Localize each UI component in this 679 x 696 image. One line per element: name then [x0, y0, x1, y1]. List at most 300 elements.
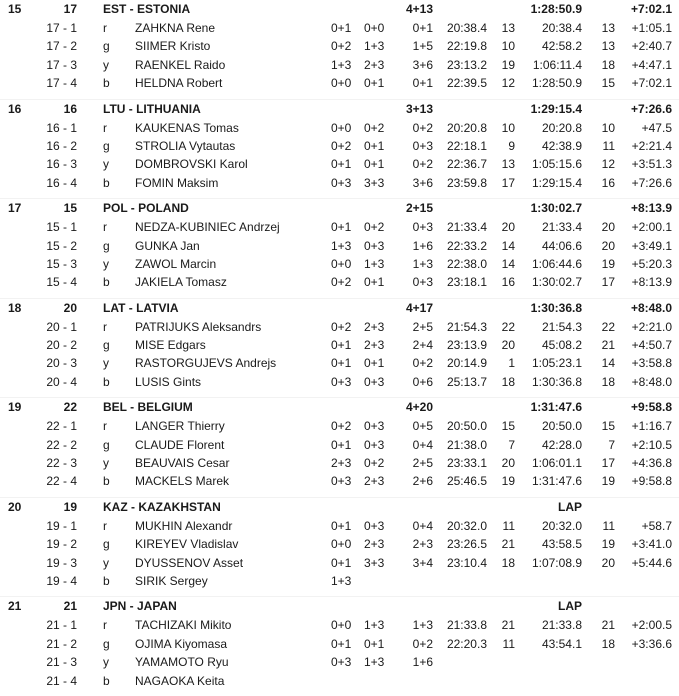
- prone-shooting: 0+1: [331, 518, 352, 533]
- team-block: [0, 198, 679, 292]
- leg-time: 23:59.8: [446, 175, 487, 190]
- leg-number: 15 - 3: [46, 256, 77, 271]
- total-shooting: 0+2: [412, 157, 433, 172]
- leg-color: r: [103, 419, 107, 434]
- athlete-name: ZAWOL Marcin: [135, 256, 217, 271]
- time-behind: +2:21.4: [631, 138, 672, 153]
- athlete-row: [0, 354, 679, 372]
- athlete-name: RASTORGUJEVS Andrejs: [135, 356, 277, 371]
- leg-color: y: [103, 555, 109, 570]
- standing-shooting: 0+1: [364, 157, 385, 172]
- leg-time: 23:10.4: [446, 555, 487, 570]
- leg-time: 22:38.0: [446, 256, 487, 271]
- cumulative-rank: 19: [601, 474, 615, 489]
- time-behind: +3:58.8: [631, 356, 672, 371]
- leg-rank: 20: [501, 338, 515, 353]
- standing-shooting: 0+0: [364, 21, 385, 35]
- cumulative-time: 45:08.2: [541, 338, 582, 353]
- team-penalties: 2+15: [405, 201, 433, 216]
- athlete-row: [0, 336, 679, 354]
- total-shooting: 0+1: [412, 21, 433, 35]
- leg-number: 19 - 1: [46, 518, 77, 533]
- team-time: 1:29:15.4: [530, 101, 582, 116]
- athlete-name: DYUSSENOV Asset: [135, 555, 244, 570]
- time-behind: +2:40.7: [631, 39, 672, 54]
- cumulative-rank: 19: [601, 256, 615, 271]
- athlete-name: MISE Edgars: [135, 338, 206, 353]
- leg-color: b: [103, 673, 110, 688]
- total-shooting: 0+4: [412, 437, 433, 452]
- prone-shooting: 1+3: [331, 238, 352, 253]
- team-rank: 20: [8, 499, 22, 514]
- athlete-name: ZAHKNA Rene: [135, 21, 216, 35]
- leg-color: g: [103, 437, 110, 452]
- leg-rank: 20: [501, 220, 515, 235]
- prone-shooting: 0+0: [331, 537, 352, 552]
- team-nation: JPN - JAPAN: [103, 599, 177, 614]
- leg-color: y: [103, 655, 109, 670]
- leg-rank: 7: [508, 437, 515, 452]
- athlete-name: YAMAMOTO Ryu: [135, 655, 229, 670]
- cumulative-rank: 15: [601, 419, 615, 434]
- standing-shooting: 0+2: [364, 120, 385, 135]
- cumulative-time: 1:07:08.9: [531, 555, 582, 570]
- team-penalties: 4+20: [405, 400, 433, 415]
- cumulative-time: 1:30:02.7: [531, 275, 582, 290]
- total-shooting: 0+3: [412, 275, 433, 290]
- leg-number: 19 - 3: [46, 555, 77, 570]
- athlete-name: OJIMA Kiyomasa: [135, 636, 228, 651]
- leg-rank: 9: [508, 138, 515, 153]
- team-block: [0, 298, 679, 392]
- leg-time: 23:13.2: [446, 57, 487, 72]
- cumulative-time: 20:20.8: [541, 120, 582, 135]
- athlete-name: TACHIZAKI Mikito: [135, 618, 232, 633]
- prone-shooting: 0+1: [331, 21, 352, 35]
- leg-color: y: [103, 57, 109, 72]
- team-bib: 15: [63, 201, 77, 216]
- total-shooting: 0+4: [412, 518, 433, 533]
- time-behind: +2:21.0: [631, 319, 672, 334]
- total-shooting: 3+6: [412, 175, 433, 190]
- team-bib: 20: [63, 300, 77, 315]
- leg-color: g: [103, 39, 110, 54]
- cumulative-rank: 13: [601, 21, 615, 35]
- team-block: [0, 0, 679, 93]
- leg-time: 20:20.8: [446, 120, 487, 135]
- athlete-row: [0, 155, 679, 173]
- leg-time: 22:36.7: [446, 157, 487, 172]
- total-shooting: 3+6: [412, 57, 433, 72]
- athlete-name: KAUKENAS Tomas: [135, 120, 239, 135]
- leg-time: 22:18.1: [446, 138, 487, 153]
- athlete-row: [0, 472, 679, 490]
- standing-shooting: 2+3: [364, 537, 385, 552]
- leg-number: 20 - 3: [46, 356, 77, 371]
- athlete-name: CLAUDE Florent: [135, 437, 225, 452]
- cumulative-time: 20:38.4: [541, 21, 582, 35]
- team-behind: +7:02.1: [630, 2, 672, 16]
- leg-time: 23:26.5: [446, 537, 487, 552]
- cumulative-time: 20:50.0: [541, 419, 582, 434]
- leg-rank: 14: [501, 238, 515, 253]
- leg-rank: 22: [501, 319, 515, 334]
- leg-rank: 18: [501, 555, 515, 570]
- team-bib: 16: [63, 101, 77, 116]
- team-row: [0, 299, 679, 318]
- team-block: [0, 99, 679, 193]
- leg-time: 20:50.0: [446, 419, 487, 434]
- team-nation: LTU - LITHUANIA: [103, 101, 201, 116]
- cumulative-rank: 15: [601, 76, 615, 91]
- leg-rank: 15: [501, 419, 515, 434]
- team-row: [0, 597, 679, 616]
- leg-time: 20:38.4: [446, 21, 487, 35]
- leg-color: b: [103, 374, 110, 389]
- team-penalties: 3+13: [405, 101, 433, 116]
- prone-shooting: 0+2: [331, 419, 352, 434]
- athlete-row: [0, 218, 679, 236]
- standing-shooting: 1+3: [364, 39, 385, 54]
- prone-shooting: 1+3: [331, 573, 352, 588]
- leg-number: 17 - 4: [46, 76, 77, 91]
- total-shooting: 2+4: [412, 338, 433, 353]
- cumulative-time: 1:28:50.9: [531, 76, 582, 91]
- leg-color: r: [103, 120, 107, 135]
- leg-time: 22:19.8: [446, 39, 487, 54]
- cumulative-time: 1:06:11.4: [532, 57, 582, 72]
- total-shooting: 1+6: [412, 655, 433, 670]
- cumulative-rank: 18: [601, 374, 615, 389]
- cumulative-rank: 14: [601, 356, 615, 371]
- team-rank: 21: [8, 599, 22, 614]
- cumulative-rank: 11: [602, 518, 615, 533]
- prone-shooting: 0+2: [331, 275, 352, 290]
- leg-rank: 10: [501, 39, 515, 54]
- cumulative-time: 1:05:15.6: [531, 157, 582, 172]
- total-shooting: 0+2: [412, 636, 433, 651]
- leg-rank: 16: [501, 275, 515, 290]
- leg-time: 22:20.3: [446, 636, 487, 651]
- leg-color: b: [103, 175, 110, 190]
- cumulative-rank: 12: [601, 157, 615, 172]
- athlete-name: STROLIA Vytautas: [135, 138, 236, 153]
- leg-number: 19 - 4: [46, 573, 77, 588]
- athlete-row: [0, 119, 679, 137]
- standing-shooting: 0+3: [364, 518, 385, 533]
- leg-rank: 20: [501, 456, 515, 471]
- cumulative-rank: 11: [602, 138, 615, 153]
- leg-rank: 1: [508, 356, 515, 371]
- cumulative-time: 21:33.8: [541, 618, 582, 633]
- leg-color: r: [103, 21, 107, 35]
- prone-shooting: 0+3: [331, 374, 352, 389]
- standing-shooting: 1+3: [364, 618, 385, 633]
- leg-number: 21 - 4: [46, 673, 77, 688]
- cumulative-rank: 16: [601, 175, 615, 190]
- leg-color: b: [103, 76, 110, 91]
- team-row: [0, 0, 679, 19]
- team-rank: 16: [8, 101, 22, 116]
- leg-number: 22 - 1: [46, 419, 77, 434]
- team-block: [0, 397, 679, 491]
- leg-time: 22:33.2: [446, 238, 487, 253]
- cumulative-time: 1:06:01.1: [531, 456, 582, 471]
- athlete-name: GUNKA Jan: [135, 238, 200, 253]
- athlete-row: [0, 318, 679, 336]
- leg-time: 21:38.0: [446, 437, 487, 452]
- time-behind: +47.5: [641, 120, 672, 135]
- total-shooting: 0+2: [412, 120, 433, 135]
- total-shooting: 0+1: [412, 76, 433, 91]
- leg-number: 20 - 1: [46, 319, 77, 334]
- cumulative-time: 1:31:47.6: [531, 474, 582, 489]
- leg-time: 25:13.7: [446, 374, 487, 389]
- leg-number: 16 - 1: [46, 120, 77, 135]
- athlete-row: [0, 554, 679, 572]
- cumulative-time: 1:06:44.6: [531, 256, 582, 271]
- standing-shooting: 2+3: [364, 338, 385, 353]
- standing-shooting: 3+3: [364, 175, 385, 190]
- cumulative-rank: 18: [601, 636, 615, 651]
- athlete-row: [0, 373, 679, 391]
- cumulative-rank: 10: [601, 120, 615, 135]
- total-shooting: 0+2: [412, 356, 433, 371]
- cumulative-rank: 7: [608, 437, 615, 452]
- team-bib: 19: [63, 499, 77, 514]
- cumulative-rank: 21: [601, 338, 615, 353]
- cumulative-time: 1:29:15.4: [531, 175, 582, 190]
- athlete-name: KIREYEV Vladislav: [135, 537, 239, 552]
- leg-color: g: [103, 338, 110, 353]
- cumulative-rank: 17: [601, 456, 615, 471]
- standing-shooting: 0+1: [364, 76, 385, 91]
- standing-shooting: 0+3: [364, 419, 385, 434]
- total-shooting: 0+3: [412, 220, 433, 235]
- team-nation: EST - ESTONIA: [103, 2, 191, 16]
- prone-shooting: 0+1: [331, 437, 352, 452]
- time-behind: +4:50.7: [631, 338, 672, 353]
- athlete-row: [0, 672, 679, 690]
- team-time: 1:28:50.9: [530, 2, 582, 16]
- total-shooting: 1+5: [412, 39, 433, 54]
- team-bib: 17: [63, 2, 77, 16]
- standing-shooting: 0+3: [364, 238, 385, 253]
- team-behind: +9:58.8: [630, 400, 672, 415]
- prone-shooting: 0+2: [331, 39, 352, 54]
- cumulative-rank: 22: [601, 319, 615, 334]
- athlete-row: [0, 454, 679, 472]
- leg-time: 23:13.9: [446, 338, 487, 353]
- time-behind: +2:00.5: [631, 618, 672, 633]
- leg-color: y: [103, 356, 109, 371]
- time-behind: +5:20.3: [631, 256, 672, 271]
- standing-shooting: 0+1: [364, 356, 385, 371]
- standing-shooting: 0+1: [364, 138, 385, 153]
- leg-rank: 11: [502, 636, 515, 651]
- standing-shooting: 0+3: [364, 374, 385, 389]
- leg-number: 17 - 2: [46, 39, 77, 54]
- team-bib: 22: [63, 400, 77, 415]
- team-behind: +8:13.9: [630, 201, 672, 216]
- leg-time: 20:32.0: [446, 518, 487, 533]
- prone-shooting: 0+3: [331, 175, 352, 190]
- team-time: 1:30:36.8: [530, 300, 582, 315]
- prone-shooting: 0+0: [331, 618, 352, 633]
- prone-shooting: 0+1: [331, 555, 352, 570]
- team-nation: LAT - LATVIA: [103, 300, 179, 315]
- cumulative-rank: 20: [601, 220, 615, 235]
- leg-number: 21 - 3: [46, 655, 77, 670]
- team-rank: 17: [8, 201, 22, 216]
- time-behind: +4:36.8: [631, 456, 672, 471]
- leg-rank: 21: [501, 618, 515, 633]
- standing-shooting: 0+3: [364, 437, 385, 452]
- prone-shooting: 0+0: [331, 120, 352, 135]
- prone-shooting: 1+3: [331, 57, 352, 72]
- prone-shooting: 0+2: [331, 319, 352, 334]
- time-behind: +58.7: [641, 518, 672, 533]
- time-behind: +8:13.9: [631, 275, 672, 290]
- total-shooting: 1+6: [412, 238, 433, 253]
- standing-shooting: 0+2: [364, 220, 385, 235]
- athlete-name: MUKHIN Alexandr: [135, 518, 233, 533]
- prone-shooting: 0+1: [331, 157, 352, 172]
- athlete-row: [0, 56, 679, 74]
- leg-color: g: [103, 636, 110, 651]
- leg-rank: 19: [501, 57, 515, 72]
- prone-shooting: 0+0: [331, 76, 352, 91]
- athlete-name: LANGER Thierry: [135, 419, 225, 434]
- leg-time: 20:14.9: [446, 356, 487, 371]
- cumulative-time: 42:58.2: [541, 39, 582, 54]
- time-behind: +1:16.7: [631, 419, 672, 434]
- leg-number: 15 - 1: [46, 220, 77, 235]
- leg-rank: 19: [501, 474, 515, 489]
- team-nation: POL - POLAND: [103, 201, 189, 216]
- leg-time: 25:46.5: [446, 474, 487, 489]
- cumulative-time: 42:38.9: [541, 138, 582, 153]
- leg-color: b: [103, 474, 110, 489]
- time-behind: +3:49.1: [631, 238, 672, 253]
- athlete-row: [0, 19, 679, 37]
- athlete-row: [0, 255, 679, 273]
- team-nation: KAZ - KAZAKHSTAN: [103, 499, 221, 514]
- athlete-name: NEDZA-KUBINIEC Andrzej: [135, 220, 280, 235]
- team-nation: BEL - BELGIUM: [103, 400, 193, 415]
- leg-number: 22 - 2: [46, 437, 77, 452]
- team-block: [0, 497, 679, 591]
- cumulative-rank: 18: [601, 57, 615, 72]
- time-behind: +7:26.6: [631, 175, 672, 190]
- team-rank: 15: [8, 2, 22, 16]
- cumulative-time: 43:58.5: [541, 537, 582, 552]
- leg-number: 22 - 4: [46, 474, 77, 489]
- athlete-row: [0, 37, 679, 55]
- total-shooting: 2+5: [412, 319, 433, 334]
- leg-number: 17 - 1: [46, 21, 77, 35]
- leg-color: r: [103, 220, 107, 235]
- leg-time: 21:33.4: [446, 220, 487, 235]
- total-shooting: 2+5: [412, 456, 433, 471]
- total-shooting: 2+3: [412, 537, 433, 552]
- time-behind: +5:44.6: [631, 555, 672, 570]
- standing-shooting: 2+3: [364, 474, 385, 489]
- athlete-name: MACKELS Marek: [135, 474, 230, 489]
- leg-number: 20 - 4: [46, 374, 77, 389]
- leg-number: 16 - 4: [46, 175, 77, 190]
- standing-shooting: 2+3: [364, 57, 385, 72]
- prone-shooting: 2+3: [331, 456, 352, 471]
- leg-number: 15 - 4: [46, 275, 77, 290]
- cumulative-rank: 20: [601, 238, 615, 253]
- leg-rank: 14: [501, 256, 515, 271]
- team-row: [0, 100, 679, 119]
- athlete-name: NAGAOKA Keita: [135, 673, 225, 688]
- time-behind: +2:10.5: [631, 437, 672, 452]
- athlete-name: HELDNA Robert: [135, 76, 223, 91]
- time-behind: +7:02.1: [631, 76, 672, 91]
- athlete-row: [0, 74, 679, 92]
- total-shooting: 0+6: [412, 374, 433, 389]
- leg-color: r: [103, 618, 107, 633]
- leg-rank: 10: [501, 120, 515, 135]
- standing-shooting: 0+1: [364, 275, 385, 290]
- team-status: LAP: [558, 499, 582, 514]
- prone-shooting: 0+3: [331, 655, 352, 670]
- total-shooting: 2+6: [412, 474, 433, 489]
- leg-color: r: [103, 518, 107, 533]
- team-row: [0, 199, 679, 218]
- standing-shooting: 1+3: [364, 256, 385, 271]
- team-status: LAP: [558, 599, 582, 614]
- prone-shooting: 0+3: [331, 474, 352, 489]
- leg-number: 22 - 3: [46, 456, 77, 471]
- leg-number: 21 - 1: [46, 618, 77, 633]
- team-behind: +8:48.0: [630, 300, 672, 315]
- cumulative-time: 43:54.1: [541, 636, 582, 651]
- athlete-name: SIRIK Sergey: [135, 573, 208, 588]
- standing-shooting: 0+1: [364, 636, 385, 651]
- leg-rank: 13: [501, 21, 515, 35]
- athlete-name: DOMBROVSKI Karol: [135, 157, 248, 172]
- leg-color: y: [103, 256, 109, 271]
- leg-number: 17 - 3: [46, 57, 77, 72]
- athlete-row: [0, 137, 679, 155]
- cumulative-rank: 21: [601, 618, 615, 633]
- athlete-name: JAKIELA Tomasz: [135, 275, 227, 290]
- cumulative-time: 1:05:23.1: [531, 356, 582, 371]
- time-behind: +3:51.3: [631, 157, 672, 172]
- leg-color: b: [103, 275, 110, 290]
- cumulative-rank: 17: [601, 275, 615, 290]
- time-behind: +3:41.0: [631, 537, 672, 552]
- prone-shooting: 0+1: [331, 636, 352, 651]
- time-behind: +9:58.8: [631, 474, 672, 489]
- prone-shooting: 0+0: [331, 256, 352, 271]
- team-time: 1:31:47.6: [530, 400, 582, 415]
- prone-shooting: 0+1: [331, 338, 352, 353]
- total-shooting: 0+5: [412, 419, 433, 434]
- time-behind: +4:47.1: [631, 57, 672, 72]
- cumulative-time: 21:33.4: [541, 220, 582, 235]
- cumulative-time: 20:32.0: [541, 518, 582, 533]
- athlete-row: [0, 635, 679, 653]
- leg-number: 21 - 2: [46, 636, 77, 651]
- team-rank: 18: [8, 300, 22, 315]
- team-block: [0, 596, 679, 690]
- leg-color: r: [103, 319, 107, 334]
